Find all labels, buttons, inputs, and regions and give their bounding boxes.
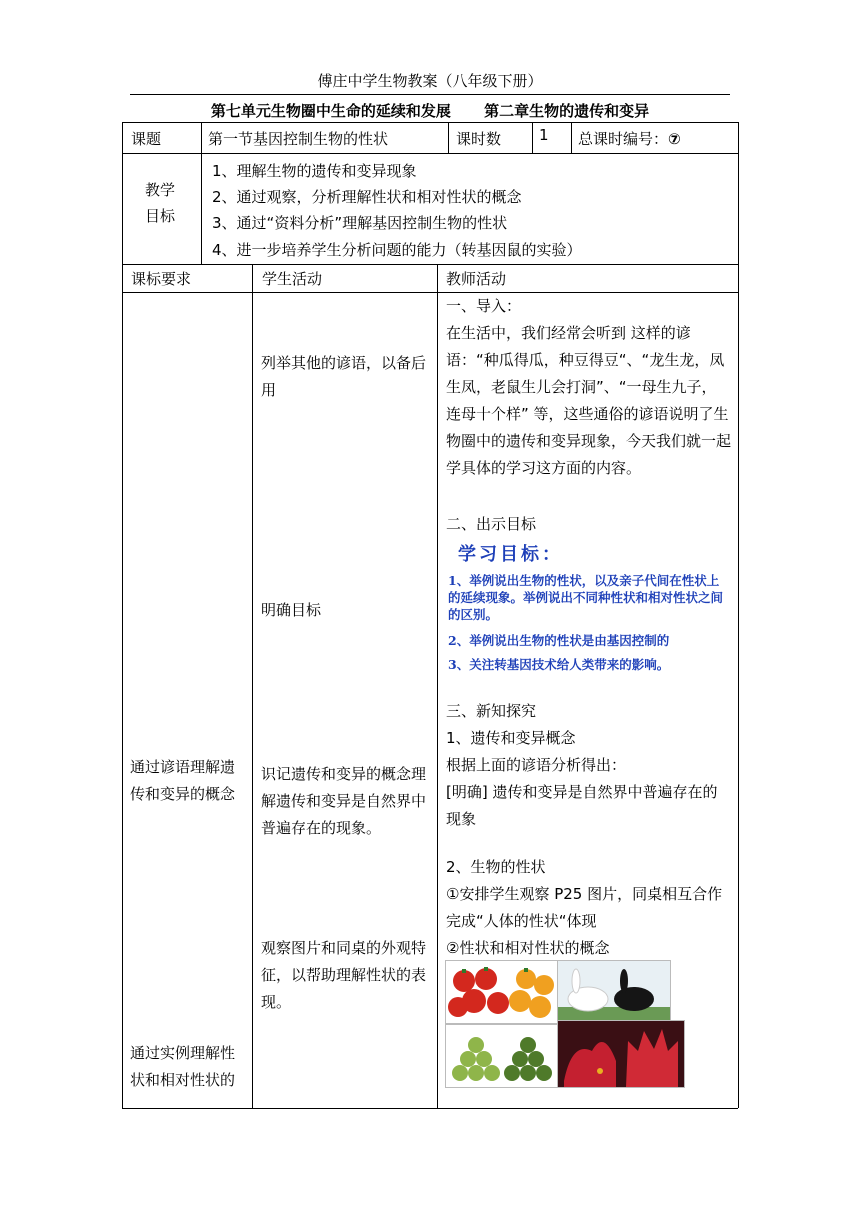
section-text: [明确] 遗传和变异是自然界中普遍存在的现象: [446, 783, 718, 828]
goal-item: 3、通过“资料分析”理解基因控制生物的性状: [212, 214, 508, 232]
goals-label-line2: 目标: [145, 207, 176, 225]
total-hours-label: 总课时编号：: [578, 130, 669, 148]
unit-title: 第七单元生物圈中生命的延续和发展: [210, 102, 451, 120]
goal-item: 4、进一步培养学生分析问题的能力（转基因鼠的实验）: [212, 241, 582, 259]
hours-label: 课时数: [456, 130, 502, 148]
learning-goals-title: 学习目标：: [458, 544, 563, 565]
hours-value: 1: [539, 126, 549, 144]
unit-chapter-title: [0, 100, 860, 121]
requirement-text: 通过实例理解性状和相对性状的: [130, 1044, 236, 1089]
student-activity: 列举其他的谚语，以备后用: [261, 354, 427, 399]
rooster-comb-photo: [557, 1020, 685, 1088]
student-activity: 识记遗传和变异的概念理解遗传和变异是自然界中普遍存在的现象。: [261, 765, 427, 837]
requirement-text: 通过谚语理解遗传和变异的概念: [130, 758, 236, 803]
goal-item: 2、通过观察，分析理解性状和相对性状的概念: [212, 188, 522, 206]
student-activity: 观察图片和同桌的外观特征，以帮助理解性状的表现。: [261, 939, 427, 1011]
intro-text: 在生活中，我们经常会听到 这样的谚语：“种瓜得瓜，种豆得豆“、“龙生龙，凤生凤，老鼠生儿会打洞”、“一母生九子，连母十个样” 等，这些通俗的谚语说明了生物圈中的遗传和变异现象，今天我们就一起学具体的学习这方面的内容。: [446, 324, 732, 477]
goal-item: 1、理解生物的遗传和变异现象: [212, 162, 417, 180]
doc-header-title: 傅庄中学生物教案（八年级下册）: [317, 72, 543, 90]
col-header-teacher: 教师活动: [446, 270, 507, 288]
new-knowledge-title: 三、新知探究: [446, 702, 537, 720]
learning-goal-line: 2、举例说出生物的性状是由基因控制的: [448, 633, 670, 648]
rabbit-photo: [557, 960, 671, 1024]
topic-value: 第一节基因控制生物的性状: [208, 130, 389, 148]
chapter-title: 第二章生物的遗传和变异: [484, 102, 650, 120]
section-heading: 2、生物的性状: [446, 858, 546, 876]
goal-section-title: 二、出示目标: [446, 515, 537, 533]
col-header-requirements: 课标要求: [131, 270, 192, 288]
learning-goal-line: 1、举例说出生物的性状，以及亲子代间在性状上的延续现象。举例说出不同种性状和相对性状之间的区别。: [448, 573, 724, 622]
total-hours-field: [578, 129, 681, 149]
goals-label-line1: 教学: [145, 181, 176, 199]
student-activity: 明确目标: [261, 601, 322, 619]
topic-label: 课题: [131, 130, 162, 148]
total-hours-value: ⑦: [668, 130, 681, 148]
section-text: ②性状和相对性状的概念: [446, 939, 610, 957]
tomato-photo: [445, 960, 559, 1024]
learning-goals-image: [448, 538, 730, 680]
learning-goal-line: 3、关注转基因技术给人类带来的影响。: [448, 657, 670, 672]
section-text: ①安排学生观察 P25 图片，同桌相互合作完成“人体的性状“体现: [446, 885, 723, 930]
section-text: 根据上面的谚语分析得出：: [446, 756, 627, 774]
pea-photo: [445, 1024, 559, 1088]
intro-title: 一、导入：: [446, 297, 522, 315]
col-header-student: 学生活动: [262, 270, 323, 288]
section-heading: 1、遗传和变异概念: [446, 729, 576, 747]
header-divider: [130, 94, 730, 95]
